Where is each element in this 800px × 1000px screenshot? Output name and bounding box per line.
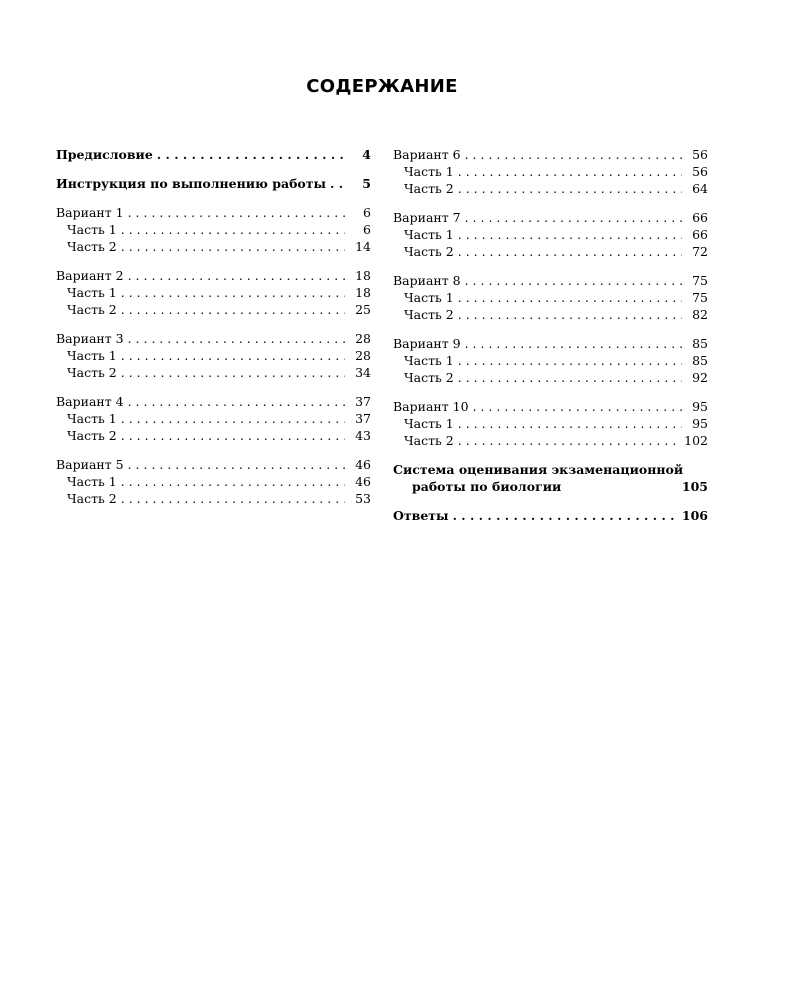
toc-entry-variant-5[interactable] bbox=[56, 456, 371, 473]
leader-dots bbox=[465, 209, 682, 226]
leader-dots bbox=[458, 226, 682, 243]
leader-dots bbox=[453, 507, 678, 524]
toc-entry-variant-7[interactable] bbox=[393, 209, 708, 226]
leader-dots bbox=[121, 284, 345, 301]
toc-page: 106 bbox=[681, 508, 708, 523]
toc-page: 75 bbox=[692, 273, 708, 288]
leader-dots bbox=[465, 146, 682, 163]
toc-page: 46 bbox=[355, 474, 371, 489]
toc-entry-part[interactable] bbox=[56, 490, 371, 507]
toc-label: Часть 2 bbox=[67, 239, 117, 254]
toc-entry-variant-4[interactable] bbox=[56, 393, 371, 410]
toc-page: 14 bbox=[355, 239, 371, 254]
leader-dots bbox=[121, 410, 345, 427]
leader-dots bbox=[458, 352, 682, 369]
toc-label: Вариант 2 bbox=[56, 268, 124, 283]
toc-right-column bbox=[393, 146, 708, 524]
toc-entry-variant-1[interactable] bbox=[56, 204, 371, 221]
toc-page: 34 bbox=[355, 365, 371, 380]
leader-dots bbox=[121, 347, 345, 364]
toc-label: Часть 1 bbox=[404, 416, 454, 431]
toc-page: 72 bbox=[692, 244, 708, 259]
toc-page: 18 bbox=[355, 285, 371, 300]
toc-entry-part[interactable] bbox=[393, 432, 708, 449]
toc-page: 92 bbox=[692, 370, 708, 385]
toc-page: 53 bbox=[355, 491, 371, 506]
toc-entry-variant-2[interactable] bbox=[56, 267, 371, 284]
toc-page: 28 bbox=[355, 348, 371, 363]
toc-label: Часть 1 bbox=[67, 411, 117, 426]
toc-entry-instructions[interactable] bbox=[56, 175, 371, 192]
toc-page: 56 bbox=[692, 147, 708, 162]
leader-dots bbox=[458, 306, 682, 323]
toc-page: 6 bbox=[363, 205, 371, 220]
toc-label: Часть 1 bbox=[404, 290, 454, 305]
leader-dots bbox=[473, 398, 682, 415]
toc-label: Вариант 5 bbox=[56, 457, 124, 472]
toc-label: Вариант 4 bbox=[56, 394, 124, 409]
toc-page: 4 bbox=[362, 147, 371, 162]
toc-entry-part[interactable] bbox=[393, 306, 708, 323]
toc-entry-part[interactable] bbox=[56, 284, 371, 301]
toc-page: 28 bbox=[355, 331, 371, 346]
toc-page: 18 bbox=[355, 268, 371, 283]
toc-label-continued: работы по биологии bbox=[412, 479, 562, 494]
toc-entry-part[interactable] bbox=[393, 352, 708, 369]
toc-page: 95 bbox=[692, 416, 708, 431]
toc-page: 25 bbox=[355, 302, 371, 317]
toc-entry-part[interactable] bbox=[56, 347, 371, 364]
toc-label: Часть 1 bbox=[67, 348, 117, 363]
toc-label: Вариант 8 bbox=[393, 273, 461, 288]
toc-page: 102 bbox=[684, 433, 708, 448]
leader-dots bbox=[128, 330, 345, 347]
page-title: СОДЕРЖАНИЕ bbox=[306, 76, 458, 97]
toc-entry-part[interactable] bbox=[56, 301, 371, 318]
toc-page: 75 bbox=[692, 290, 708, 305]
toc-entry-part[interactable] bbox=[393, 243, 708, 260]
leader-dots bbox=[458, 243, 682, 260]
toc-page: 6 bbox=[363, 222, 371, 237]
toc-label: Вариант 1 bbox=[56, 205, 124, 220]
toc-label: Часть 2 bbox=[404, 307, 454, 322]
toc-label: Часть 2 bbox=[67, 302, 117, 317]
toc-label: Часть 2 bbox=[404, 433, 454, 448]
leader-dots bbox=[121, 490, 345, 507]
leader-dots bbox=[458, 432, 680, 449]
leader-dots bbox=[458, 415, 682, 432]
toc-label: Часть 1 bbox=[67, 474, 117, 489]
toc-label: Часть 1 bbox=[404, 353, 454, 368]
toc-entry-part[interactable] bbox=[393, 415, 708, 432]
toc-label: Инструкция по выполнению работы bbox=[56, 176, 327, 191]
toc-label: Часть 1 bbox=[404, 227, 454, 242]
toc-label: Вариант 7 bbox=[393, 210, 461, 225]
toc-page: 85 bbox=[692, 336, 708, 351]
toc-label: Часть 1 bbox=[404, 164, 454, 179]
toc-page: 37 bbox=[355, 411, 371, 426]
toc-entry-grading-system[interactable] bbox=[393, 461, 708, 495]
leader-dots bbox=[330, 175, 345, 192]
toc-page: 64 bbox=[692, 181, 708, 196]
leader-dots bbox=[121, 238, 345, 255]
toc-entry-preface[interactable] bbox=[56, 146, 371, 163]
toc-label: Вариант 10 bbox=[393, 399, 469, 414]
toc-entry-part[interactable] bbox=[393, 369, 708, 386]
leader-dots bbox=[128, 204, 345, 221]
toc-entry-part[interactable] bbox=[393, 289, 708, 306]
toc-label: Часть 2 bbox=[67, 491, 117, 506]
toc-entry-part[interactable] bbox=[393, 226, 708, 243]
toc-label: Система оценивания экзаменационной bbox=[393, 462, 684, 477]
toc-entry-variant-3[interactable] bbox=[56, 330, 371, 347]
toc-page: 56 bbox=[692, 164, 708, 179]
toc-left-column bbox=[56, 146, 371, 507]
toc-page: 46 bbox=[355, 457, 371, 472]
toc-page: 105 bbox=[681, 479, 708, 494]
leader-dots bbox=[121, 364, 345, 381]
toc-label: Вариант 6 bbox=[393, 147, 461, 162]
toc-label: Часть 2 bbox=[67, 365, 117, 380]
toc-page: 85 bbox=[692, 353, 708, 368]
toc-label: Часть 2 bbox=[404, 370, 454, 385]
toc-entry-variant-6[interactable] bbox=[393, 146, 708, 163]
toc-label: Ответы bbox=[393, 508, 449, 523]
toc-entry-part[interactable] bbox=[56, 473, 371, 490]
leader-dots bbox=[121, 301, 345, 318]
leader-dots bbox=[157, 146, 345, 163]
toc-entry-answers[interactable] bbox=[393, 507, 708, 524]
leader-dots bbox=[128, 267, 345, 284]
leader-dots bbox=[458, 289, 682, 306]
toc-label: Вариант 9 bbox=[393, 336, 461, 351]
toc-page: 66 bbox=[692, 210, 708, 225]
toc-label: Часть 2 bbox=[404, 244, 454, 259]
toc-entry-part[interactable] bbox=[56, 364, 371, 381]
toc-entry-variant-9[interactable] bbox=[393, 335, 708, 352]
leader-dots bbox=[458, 369, 682, 386]
toc-page: 66 bbox=[692, 227, 708, 242]
toc-page: 82 bbox=[692, 307, 708, 322]
leader-dots bbox=[458, 180, 682, 197]
leader-dots bbox=[458, 163, 682, 180]
leader-dots bbox=[465, 335, 682, 352]
toc-page: 43 bbox=[355, 428, 371, 443]
toc-label: Часть 2 bbox=[404, 181, 454, 196]
leader-dots bbox=[121, 427, 345, 444]
toc-label: Часть 2 bbox=[67, 428, 117, 443]
toc-page: 5 bbox=[362, 176, 371, 191]
toc-entry-part[interactable] bbox=[393, 163, 708, 180]
toc-label: Предисловие bbox=[56, 147, 153, 162]
leader-dots bbox=[121, 221, 345, 238]
toc-entry-variant-8[interactable] bbox=[393, 272, 708, 289]
leader-dots bbox=[121, 473, 345, 490]
toc-page: 95 bbox=[692, 399, 708, 414]
toc-label: Часть 1 bbox=[67, 285, 117, 300]
leader-dots bbox=[128, 456, 345, 473]
toc-entry-part[interactable] bbox=[56, 221, 371, 238]
toc-label: Часть 1 bbox=[67, 222, 117, 237]
leader-dots bbox=[128, 393, 345, 410]
toc-entry-part[interactable] bbox=[56, 410, 371, 427]
leader-dots bbox=[465, 272, 682, 289]
toc-label: Вариант 3 bbox=[56, 331, 124, 346]
toc-entry-part[interactable] bbox=[56, 238, 371, 255]
toc-entry-part[interactable] bbox=[56, 427, 371, 444]
toc-entry-variant-10[interactable] bbox=[393, 398, 708, 415]
toc-page: 37 bbox=[355, 394, 371, 409]
toc-entry-part[interactable] bbox=[393, 180, 708, 197]
